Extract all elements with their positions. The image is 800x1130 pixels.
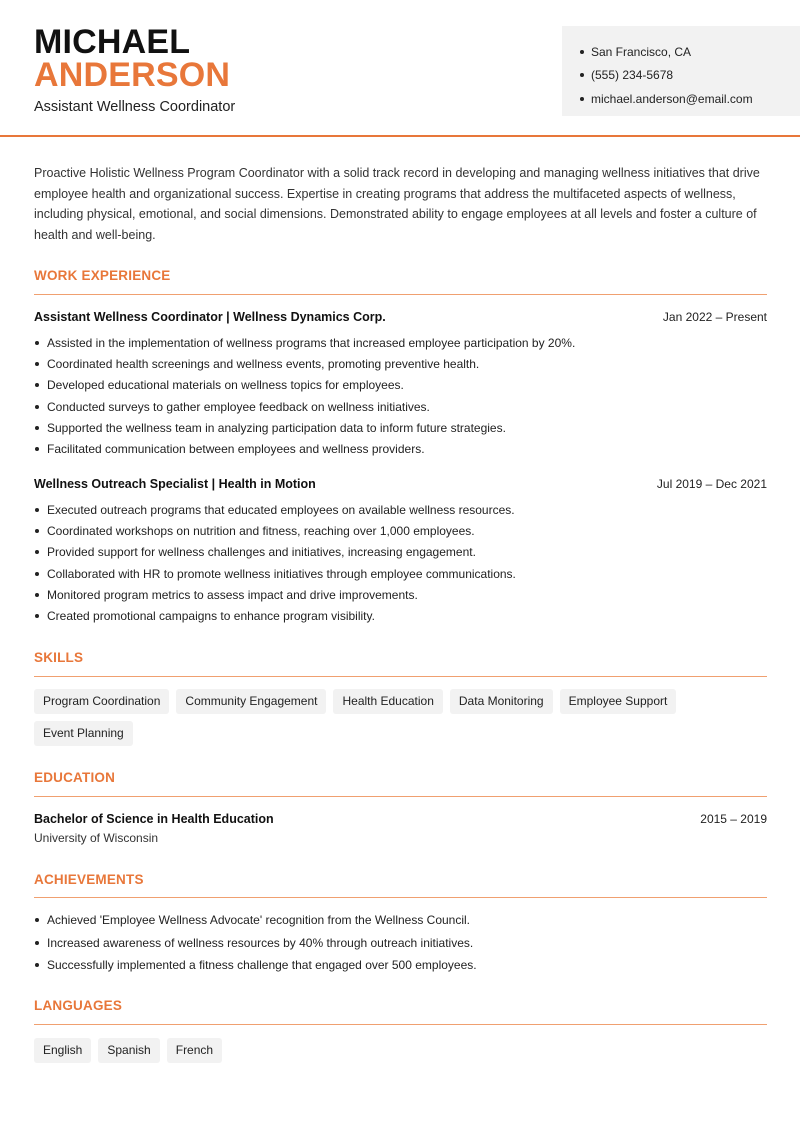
skills-list xyxy=(34,689,774,753)
skill-chip: Event Planning xyxy=(34,721,133,746)
bullet-icon xyxy=(580,97,584,101)
list-item xyxy=(34,563,767,584)
list-item xyxy=(34,499,767,520)
skill-chip: Data Monitoring xyxy=(450,689,553,714)
list-item xyxy=(34,396,767,417)
bullet-icon xyxy=(35,593,39,597)
education-degree: Bachelor of Science in Health Education xyxy=(34,812,274,826)
job-role: Assistant Wellness Coordinator | Wellness Dynamics Corp. xyxy=(34,310,386,324)
job-role: Wellness Outreach Specialist | Health in Motion xyxy=(34,477,316,491)
bullet-icon xyxy=(35,341,39,345)
list-item-text: Coordinated workshops on nutrition and fitness, reaching over 1,000 employees. xyxy=(47,523,475,538)
achievements-list xyxy=(34,909,767,977)
contact-email-text: michael.anderson@email.com xyxy=(591,91,753,106)
bullet-icon xyxy=(35,447,39,451)
bullet-icon xyxy=(35,550,39,554)
section-divider xyxy=(34,676,767,677)
list-item-text: Increased awareness of wellness resources by 40% through outreach initiatives. xyxy=(47,935,474,950)
professional-summary: Proactive Holistic Wellness Program Coordinator with a solid track record in developing and managing wellness initiatives that drive employee health and organizational success. Expertise in creating programs that address the multifaceted aspects of wellness, including physical, emotional, and social dimensions. Demonstrated ability to engage employees at all levels and foster a culture of health and well-being. xyxy=(34,166,760,243)
list-item xyxy=(34,584,767,605)
section-divider xyxy=(34,1024,767,1025)
skill-chip: Employee Support xyxy=(560,689,677,714)
bullet-icon xyxy=(35,405,39,409)
skill-chip: Community Engagement xyxy=(176,689,326,714)
list-item xyxy=(34,542,767,563)
bullet-icon xyxy=(35,572,39,576)
section-title-skills: SKILLS xyxy=(34,650,84,665)
list-item xyxy=(34,520,767,541)
resume-header xyxy=(0,0,800,137)
contact-phone-text: (555) 234-5678 xyxy=(591,68,674,83)
bullet-icon xyxy=(35,918,39,922)
bullet-icon xyxy=(580,50,584,54)
list-item xyxy=(34,375,767,396)
list-item-text: Conducted surveys to gather employee feedback on wellness initiatives. xyxy=(47,399,430,414)
list-item-text: Successfully implemented a fitness challenge that engaged over 500 employees. xyxy=(47,958,477,973)
list-item-text: Supported the wellness team in analyzing participation data to inform future strategies. xyxy=(47,420,506,435)
job-header xyxy=(34,477,767,491)
languages-list xyxy=(34,1038,774,1070)
section-divider xyxy=(34,796,767,797)
section-title-languages: LANGUAGES xyxy=(34,998,123,1013)
list-item xyxy=(34,932,767,955)
first-name: MICHAEL xyxy=(34,23,191,61)
list-item-text: Developed educational materials on wellness topics for employees. xyxy=(47,378,404,393)
job-bullets xyxy=(34,499,767,627)
list-item xyxy=(34,605,767,626)
contact-email xyxy=(580,87,800,111)
bullet-icon xyxy=(35,508,39,512)
list-item-text: Provided support for wellness challenges and initiatives, increasing engagement. xyxy=(47,545,476,560)
job-dates: Jul 2019 – Dec 2021 xyxy=(656,477,767,491)
section-title-education: EDUCATION xyxy=(34,770,116,785)
list-item xyxy=(34,954,767,977)
education-dates: 2015 – 2019 xyxy=(700,812,767,826)
bullet-icon xyxy=(35,614,39,618)
section-divider xyxy=(34,294,767,295)
list-item-text: Achieved 'Employee Wellness Advocate' recognition from the Wellness Council. xyxy=(47,913,471,928)
job-title: Assistant Wellness Coordinator xyxy=(34,99,236,115)
bullet-icon xyxy=(35,963,39,967)
contact-box xyxy=(562,26,800,116)
section-title-work-experience: WORK EXPERIENCE xyxy=(34,268,171,283)
bullet-icon xyxy=(35,426,39,430)
job-bullets xyxy=(34,332,767,460)
education-school: University of Wisconsin xyxy=(34,831,159,845)
bullet-icon xyxy=(35,383,39,387)
language-chip: Spanish xyxy=(98,1038,159,1063)
skill-chip: Program Coordination xyxy=(34,689,169,714)
bullet-icon xyxy=(580,73,584,77)
bullet-icon xyxy=(35,941,39,945)
job-header xyxy=(34,310,767,324)
skill-chip: Health Education xyxy=(333,689,442,714)
section-title-achievements: ACHIEVEMENTS xyxy=(34,872,144,887)
list-item-text: Assisted in the implementation of wellness programs that increased employee participation by 20%. xyxy=(47,335,576,350)
list-item xyxy=(34,438,767,459)
language-chip: English xyxy=(34,1038,91,1063)
list-item-text: Facilitated communication between employees and wellness providers. xyxy=(47,442,425,457)
education-header xyxy=(34,812,767,826)
bullet-icon xyxy=(35,362,39,366)
language-chip: French xyxy=(167,1038,222,1063)
list-item-text: Monitored program metrics to assess impact and drive improvements. xyxy=(47,587,418,602)
list-item-text: Collaborated with HR to promote wellness initiatives through employee communications. xyxy=(47,566,516,581)
contact-location-text: San Francisco, CA xyxy=(591,44,692,59)
list-item xyxy=(34,332,767,353)
list-item xyxy=(34,353,767,374)
list-item xyxy=(34,417,767,438)
list-item xyxy=(34,909,767,932)
job-dates: Jan 2022 – Present xyxy=(662,310,767,324)
contact-phone xyxy=(580,64,800,88)
list-item-text: Executed outreach programs that educated employees on available wellness resources. xyxy=(47,502,515,517)
list-item-text: Coordinated health screenings and wellness events, promoting preventive health. xyxy=(47,356,480,371)
list-item-text: Created promotional campaigns to enhance program visibility. xyxy=(47,609,375,624)
section-divider xyxy=(34,897,767,898)
bullet-icon xyxy=(35,529,39,533)
last-name: ANDERSON xyxy=(34,56,231,94)
contact-location xyxy=(580,40,800,64)
